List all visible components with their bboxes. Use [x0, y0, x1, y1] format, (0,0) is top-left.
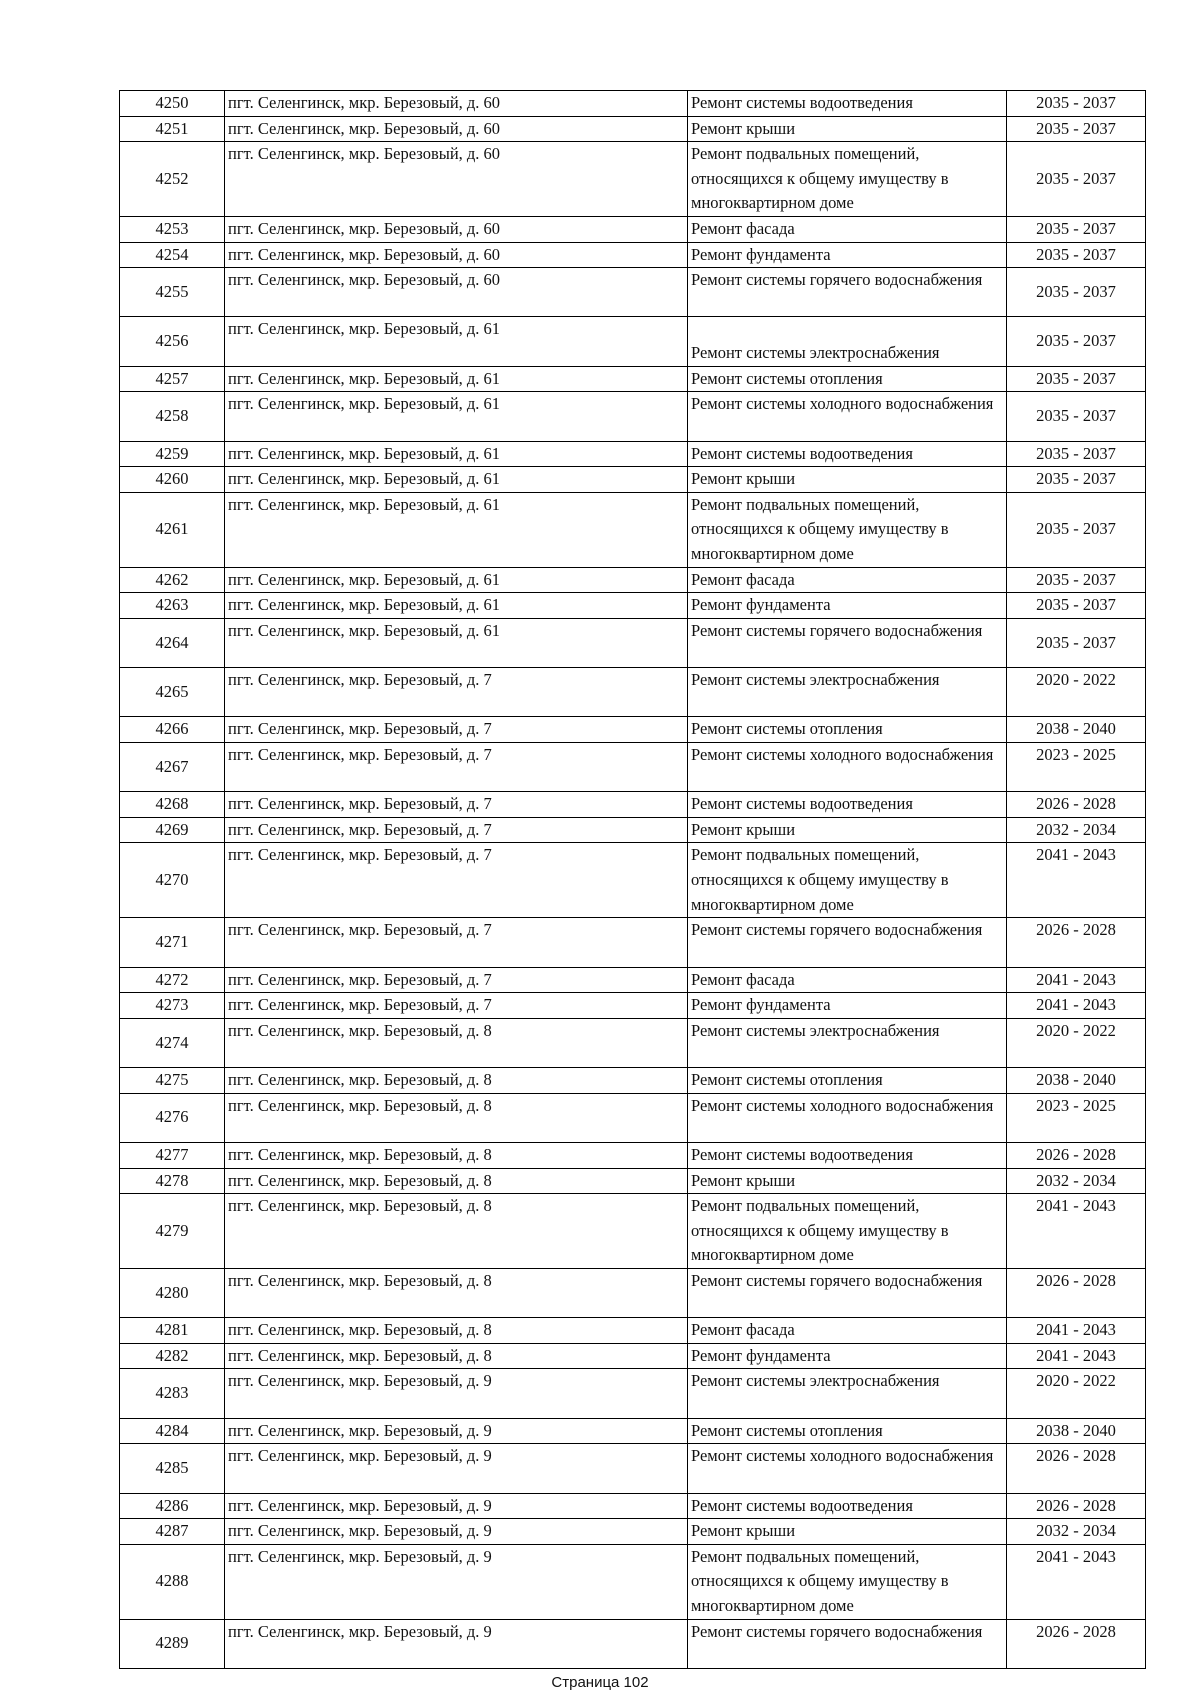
row-number: 4257: [120, 366, 225, 392]
work-type-cell: Ремонт системы холодного водоснабжения: [688, 1444, 1007, 1493]
address-cell: пгт. Селенгинск, мкр. Березовый, д. 60: [225, 91, 688, 117]
row-number: 4280: [120, 1268, 225, 1317]
address-cell: пгт. Селенгинск, мкр. Березовый, д. 60: [225, 242, 688, 268]
address-cell: пгт. Селенгинск, мкр. Березовый, д. 7: [225, 668, 688, 717]
period-cell: 2041 - 2043: [1007, 1194, 1146, 1269]
address-cell: пгт. Селенгинск, мкр. Березовый, д. 61: [225, 392, 688, 441]
table-row: [120, 1194, 1146, 1269]
period-cell: 2035 - 2037: [1007, 593, 1146, 619]
period-cell: 2038 - 2040: [1007, 1418, 1146, 1444]
row-number: 4268: [120, 792, 225, 818]
address-cell: пгт. Селенгинск, мкр. Березовый, д. 9: [225, 1369, 688, 1418]
row-number: 4284: [120, 1418, 225, 1444]
row-number: 4250: [120, 91, 225, 117]
period-cell: 2041 - 2043: [1007, 843, 1146, 918]
address-cell: пгт. Селенгинск, мкр. Березовый, д. 61: [225, 441, 688, 467]
table-row: [120, 1343, 1146, 1369]
work-type-cell: Ремонт фасада: [688, 567, 1007, 593]
row-number: 4286: [120, 1493, 225, 1519]
table-row: [120, 1142, 1146, 1168]
period-cell: 2026 - 2028: [1007, 918, 1146, 967]
address-cell: пгт. Селенгинск, мкр. Березовый, д. 61: [225, 467, 688, 493]
work-type-cell: Ремонт крыши: [688, 1519, 1007, 1545]
row-number: 4278: [120, 1168, 225, 1194]
address-cell: пгт. Селенгинск, мкр. Березовый, д. 9: [225, 1444, 688, 1493]
period-cell: 2026 - 2028: [1007, 1619, 1146, 1668]
table-row: [120, 216, 1146, 242]
row-number: 4260: [120, 467, 225, 493]
work-type-cell: Ремонт системы электроснабжения: [688, 317, 1007, 366]
table-row: [120, 918, 1146, 967]
work-type-cell: Ремонт системы горячего водоснабжения: [688, 268, 1007, 317]
work-type-cell: Ремонт фундамента: [688, 1343, 1007, 1369]
period-cell: 2035 - 2037: [1007, 441, 1146, 467]
row-number: 4271: [120, 918, 225, 967]
row-number: 4270: [120, 843, 225, 918]
table-row: [120, 668, 1146, 717]
table-row: [120, 618, 1146, 667]
period-cell: 2041 - 2043: [1007, 1544, 1146, 1619]
row-number: 4274: [120, 1018, 225, 1067]
table-row: [120, 317, 1146, 366]
work-type-cell: Ремонт системы холодного водоснабжения: [688, 742, 1007, 791]
row-number: 4264: [120, 618, 225, 667]
address-cell: пгт. Селенгинск, мкр. Березовый, д. 7: [225, 717, 688, 743]
table-row: [120, 1369, 1146, 1418]
period-cell: 2041 - 2043: [1007, 967, 1146, 993]
work-type-cell: Ремонт системы горячего водоснабжения: [688, 1268, 1007, 1317]
work-type-cell: Ремонт фундамента: [688, 593, 1007, 619]
table-row: [120, 1268, 1146, 1317]
address-cell: пгт. Селенгинск, мкр. Березовый, д. 8: [225, 1318, 688, 1344]
period-cell: 2020 - 2022: [1007, 668, 1146, 717]
period-cell: 2032 - 2034: [1007, 1519, 1146, 1545]
row-number: 4255: [120, 268, 225, 317]
row-number: 4253: [120, 216, 225, 242]
table-row: [120, 392, 1146, 441]
address-cell: пгт. Селенгинск, мкр. Березовый, д. 9: [225, 1619, 688, 1668]
period-cell: 2035 - 2037: [1007, 467, 1146, 493]
table-row: [120, 1444, 1146, 1493]
row-number: 4261: [120, 492, 225, 567]
work-type-cell: Ремонт системы отопления: [688, 1068, 1007, 1094]
address-cell: пгт. Селенгинск, мкр. Березовый, д. 9: [225, 1493, 688, 1519]
table-row: [120, 116, 1146, 142]
address-cell: пгт. Селенгинск, мкр. Березовый, д. 61: [225, 366, 688, 392]
table-row: [120, 268, 1146, 317]
work-type-cell: Ремонт подвальных помещений, относящихся к общему имуществу в многоквартирном доме: [688, 492, 1007, 567]
work-type-cell: Ремонт фундамента: [688, 242, 1007, 268]
row-number: 4251: [120, 116, 225, 142]
period-cell: 2026 - 2028: [1007, 1268, 1146, 1317]
row-number: 4273: [120, 993, 225, 1019]
table-row: [120, 467, 1146, 493]
address-cell: пгт. Селенгинск, мкр. Березовый, д. 8: [225, 1268, 688, 1317]
work-type-cell: Ремонт системы водоотведения: [688, 792, 1007, 818]
table-row: [120, 1519, 1146, 1545]
row-number: 4285: [120, 1444, 225, 1493]
row-number: 4275: [120, 1068, 225, 1094]
address-cell: пгт. Селенгинск, мкр. Березовый, д. 60: [225, 142, 688, 217]
address-cell: пгт. Селенгинск, мкр. Березовый, д. 61: [225, 492, 688, 567]
row-number: 4277: [120, 1142, 225, 1168]
table-row: [120, 1018, 1146, 1067]
period-cell: 2035 - 2037: [1007, 216, 1146, 242]
work-type-cell: Ремонт подвальных помещений, относящихся к общему имуществу в многоквартирном доме: [688, 843, 1007, 918]
period-cell: 2023 - 2025: [1007, 742, 1146, 791]
period-cell: 2020 - 2022: [1007, 1018, 1146, 1067]
period-cell: 2035 - 2037: [1007, 492, 1146, 567]
period-cell: 2035 - 2037: [1007, 242, 1146, 268]
table-row: [120, 142, 1146, 217]
work-type-cell: Ремонт системы водоотведения: [688, 1493, 1007, 1519]
work-type-cell: Ремонт крыши: [688, 116, 1007, 142]
address-cell: пгт. Селенгинск, мкр. Березовый, д. 60: [225, 268, 688, 317]
table-row: [120, 1544, 1146, 1619]
address-cell: пгт. Селенгинск, мкр. Березовый, д. 7: [225, 967, 688, 993]
address-cell: пгт. Селенгинск, мкр. Березовый, д. 8: [225, 1018, 688, 1067]
address-cell: пгт. Селенгинск, мкр. Березовый, д. 60: [225, 116, 688, 142]
row-number: 4265: [120, 668, 225, 717]
table-row: [120, 1168, 1146, 1194]
table-row: [120, 717, 1146, 743]
row-number: 4279: [120, 1194, 225, 1269]
table-row: [120, 1318, 1146, 1344]
work-type-cell: Ремонт системы электроснабжения: [688, 1369, 1007, 1418]
work-type-cell: Ремонт системы водоотведения: [688, 441, 1007, 467]
table-row: [120, 792, 1146, 818]
table-row: [120, 593, 1146, 619]
work-type-cell: Ремонт системы электроснабжения: [688, 668, 1007, 717]
row-number: 4267: [120, 742, 225, 791]
period-cell: 2035 - 2037: [1007, 618, 1146, 667]
address-cell: пгт. Селенгинск, мкр. Березовый, д. 7: [225, 843, 688, 918]
row-number: 4282: [120, 1343, 225, 1369]
work-type-cell: Ремонт системы водоотведения: [688, 1142, 1007, 1168]
period-cell: 2020 - 2022: [1007, 1369, 1146, 1418]
address-cell: пгт. Селенгинск, мкр. Березовый, д. 9: [225, 1544, 688, 1619]
address-cell: пгт. Селенгинск, мкр. Березовый, д. 7: [225, 993, 688, 1019]
table-row: [120, 843, 1146, 918]
row-number: 4281: [120, 1318, 225, 1344]
work-type-cell: Ремонт подвальных помещений, относящихся к общему имуществу в многоквартирном доме: [688, 1544, 1007, 1619]
table-row: [120, 242, 1146, 268]
address-cell: пгт. Селенгинск, мкр. Березовый, д. 8: [225, 1093, 688, 1142]
period-cell: 2026 - 2028: [1007, 1142, 1146, 1168]
period-cell: 2035 - 2037: [1007, 142, 1146, 217]
period-cell: 2032 - 2034: [1007, 1168, 1146, 1194]
work-type-cell: Ремонт системы горячего водоснабжения: [688, 618, 1007, 667]
work-type-cell: Ремонт системы отопления: [688, 1418, 1007, 1444]
period-cell: 2035 - 2037: [1007, 268, 1146, 317]
table-row: [120, 1093, 1146, 1142]
row-number: 4283: [120, 1369, 225, 1418]
work-type-cell: Ремонт крыши: [688, 817, 1007, 843]
work-type-cell: Ремонт системы холодного водоснабжения: [688, 392, 1007, 441]
work-type-cell: Ремонт подвальных помещений, относящихся к общему имуществу в многоквартирном доме: [688, 1194, 1007, 1269]
row-number: 4262: [120, 567, 225, 593]
table-row: [120, 91, 1146, 117]
address-cell: пгт. Селенгинск, мкр. Березовый, д. 9: [225, 1519, 688, 1545]
period-cell: 2035 - 2037: [1007, 567, 1146, 593]
row-number: 4258: [120, 392, 225, 441]
period-cell: 2026 - 2028: [1007, 792, 1146, 818]
period-cell: 2035 - 2037: [1007, 116, 1146, 142]
table-row: [120, 967, 1146, 993]
row-number: 4276: [120, 1093, 225, 1142]
row-number: 4256: [120, 317, 225, 366]
address-cell: пгт. Селенгинск, мкр. Березовый, д. 7: [225, 742, 688, 791]
address-cell: пгт. Селенгинск, мкр. Березовый, д. 8: [225, 1194, 688, 1269]
table-row: [120, 742, 1146, 791]
address-cell: пгт. Селенгинск, мкр. Березовый, д. 9: [225, 1418, 688, 1444]
work-type-cell: Ремонт системы электроснабжения: [688, 1018, 1007, 1067]
table-row: [120, 1418, 1146, 1444]
work-type-cell: Ремонт фасада: [688, 216, 1007, 242]
work-type-cell: Ремонт подвальных помещений, относящихся к общему имуществу в многоквартирном доме: [688, 142, 1007, 217]
row-number: 4272: [120, 967, 225, 993]
period-cell: 2026 - 2028: [1007, 1444, 1146, 1493]
address-cell: пгт. Селенгинск, мкр. Березовый, д. 60: [225, 216, 688, 242]
row-number: 4287: [120, 1519, 225, 1545]
works-table-body: [120, 91, 1146, 1669]
address-cell: пгт. Селенгинск, мкр. Березовый, д. 8: [225, 1168, 688, 1194]
work-type-cell: Ремонт фундамента: [688, 993, 1007, 1019]
row-number: 4269: [120, 817, 225, 843]
period-cell: 2023 - 2025: [1007, 1093, 1146, 1142]
table-row: [120, 441, 1146, 467]
period-cell: 2035 - 2037: [1007, 392, 1146, 441]
address-cell: пгт. Селенгинск, мкр. Березовый, д. 61: [225, 567, 688, 593]
period-cell: 2041 - 2043: [1007, 1343, 1146, 1369]
work-type-cell: Ремонт системы отопления: [688, 717, 1007, 743]
address-cell: пгт. Селенгинск, мкр. Березовый, д. 8: [225, 1068, 688, 1094]
row-number: 4289: [120, 1619, 225, 1668]
period-cell: 2038 - 2040: [1007, 717, 1146, 743]
work-type-cell: Ремонт системы водоотведения: [688, 91, 1007, 117]
work-type-cell: Ремонт фасада: [688, 1318, 1007, 1344]
works-table: [119, 90, 1146, 1669]
address-cell: пгт. Селенгинск, мкр. Березовый, д. 7: [225, 817, 688, 843]
address-cell: пгт. Селенгинск, мкр. Березовый, д. 8: [225, 1142, 688, 1168]
row-number: 4266: [120, 717, 225, 743]
work-type-cell: Ремонт системы горячего водоснабжения: [688, 918, 1007, 967]
period-cell: 2035 - 2037: [1007, 366, 1146, 392]
work-type-cell: Ремонт фасада: [688, 967, 1007, 993]
table-row: [120, 993, 1146, 1019]
table-row: [120, 366, 1146, 392]
work-type-cell: Ремонт крыши: [688, 467, 1007, 493]
row-number: 4254: [120, 242, 225, 268]
table-row: [120, 492, 1146, 567]
address-cell: пгт. Селенгинск, мкр. Березовый, д. 7: [225, 792, 688, 818]
address-cell: пгт. Селенгинск, мкр. Березовый, д. 61: [225, 618, 688, 667]
row-number: 4252: [120, 142, 225, 217]
period-cell: 2041 - 2043: [1007, 993, 1146, 1019]
address-cell: пгт. Селенгинск, мкр. Березовый, д. 7: [225, 918, 688, 967]
work-type-cell: Ремонт системы холодного водоснабжения: [688, 1093, 1007, 1142]
page-number: Страница 102: [551, 1674, 649, 1691]
work-type-cell: Ремонт системы отопления: [688, 366, 1007, 392]
period-cell: 2032 - 2034: [1007, 817, 1146, 843]
row-number: 4288: [120, 1544, 225, 1619]
table-row: [120, 817, 1146, 843]
period-cell: 2035 - 2037: [1007, 91, 1146, 117]
work-type-cell: Ремонт системы горячего водоснабжения: [688, 1619, 1007, 1668]
row-number: 4259: [120, 441, 225, 467]
address-cell: пгт. Селенгинск, мкр. Березовый, д. 8: [225, 1343, 688, 1369]
address-cell: пгт. Селенгинск, мкр. Березовый, д. 61: [225, 593, 688, 619]
address-cell: пгт. Селенгинск, мкр. Березовый, д. 61: [225, 317, 688, 366]
work-type-cell: Ремонт крыши: [688, 1168, 1007, 1194]
period-cell: 2026 - 2028: [1007, 1493, 1146, 1519]
table-row: [120, 567, 1146, 593]
period-cell: 2041 - 2043: [1007, 1318, 1146, 1344]
table-row: [120, 1493, 1146, 1519]
row-number: 4263: [120, 593, 225, 619]
period-cell: 2035 - 2037: [1007, 317, 1146, 366]
table-row: [120, 1068, 1146, 1094]
table-row: [120, 1619, 1146, 1668]
period-cell: 2038 - 2040: [1007, 1068, 1146, 1094]
